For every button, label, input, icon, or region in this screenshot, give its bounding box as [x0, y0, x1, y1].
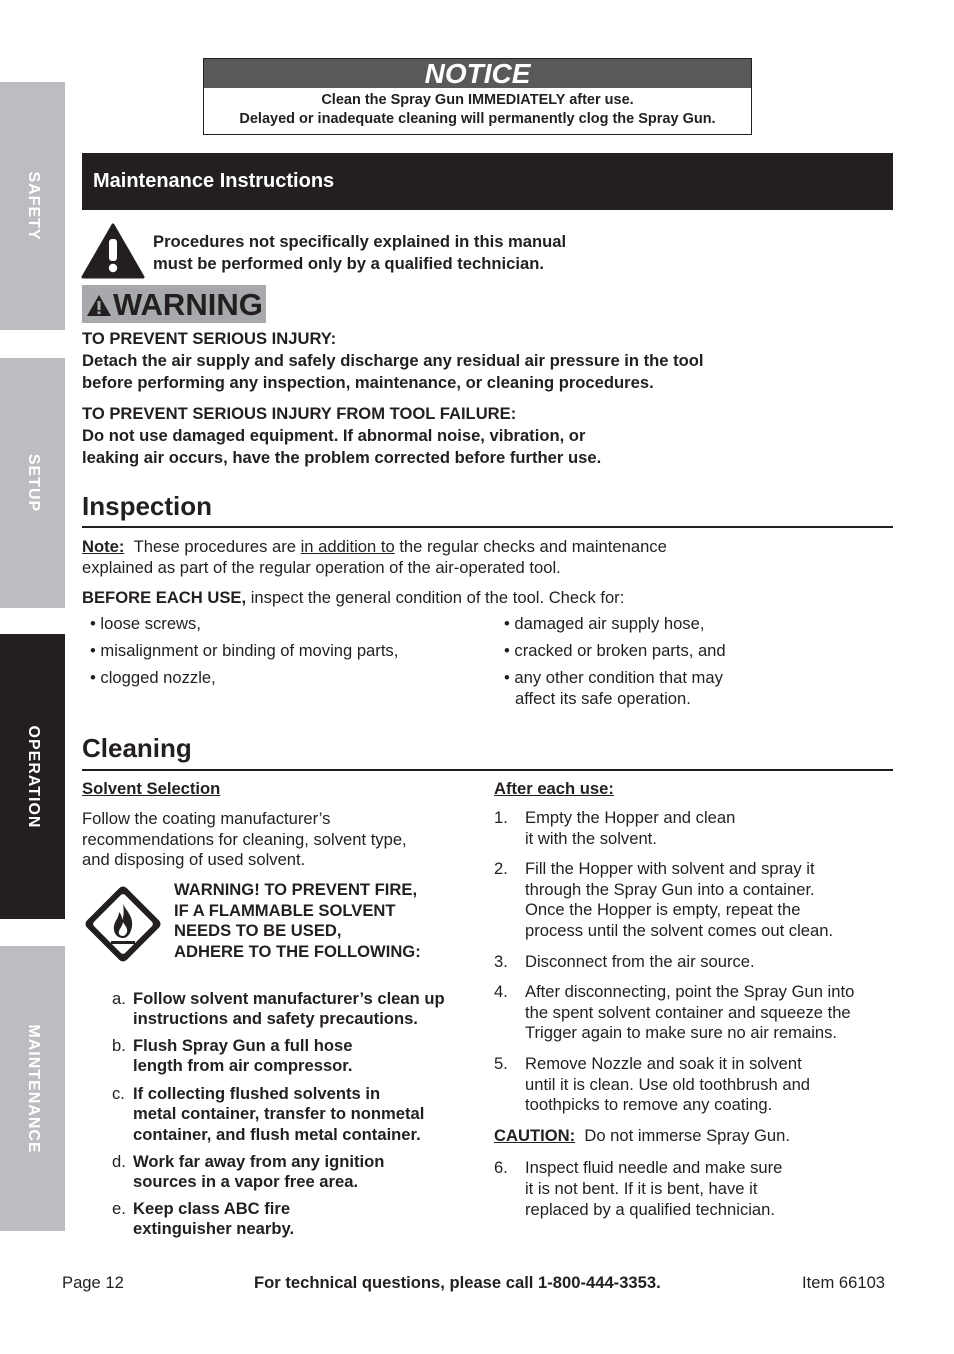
fire-precaution-item: [112, 1036, 482, 1078]
technician-caution-line: must be performed only by a qualified technician.: [153, 254, 544, 273]
item-letter: c.: [112, 1084, 125, 1103]
item-text: container, and flush metal container.: [133, 1125, 421, 1144]
solvent-selection-heading: Solvent Selection: [82, 779, 221, 798]
step-text: After disconnecting, point the Spray Gun into: [525, 982, 855, 1001]
step-text: Trigger again to make sure no air remains.: [525, 1023, 838, 1042]
item-text: extinguisher nearby.: [133, 1219, 295, 1238]
warning-text: leaking air occurs, have the problem corrected before further use.: [82, 448, 602, 467]
step-text: Once the Hopper is empty, repeat the: [525, 900, 801, 919]
item-letter: d.: [112, 1152, 126, 1171]
side-tab-setup[interactable]: [0, 358, 65, 608]
fire-precaution-item: [112, 989, 482, 1031]
fire-precaution-item: [112, 1199, 482, 1241]
step-text: Empty the Hopper and clean: [525, 808, 736, 827]
item-text: length from air compressor.: [133, 1056, 353, 1075]
side-tab-label: OPERATION: [24, 725, 42, 828]
step-text: Inspect fluid needle and make sure: [525, 1158, 783, 1177]
cleaning-step: [494, 1054, 894, 1116]
inspection-note-line: explained as part of the regular operation of the air-operated tool.: [82, 558, 561, 577]
caution-label: CAUTION:: [494, 1126, 576, 1145]
section-divider: [82, 769, 893, 771]
fire-warning-text: WARNING! TO PREVENT FIRE,: [174, 880, 418, 899]
solvent-text: and disposing of used solvent.: [82, 850, 306, 869]
note-text: the regular checks and maintenance: [394, 537, 667, 556]
caution-note: [494, 1125, 790, 1147]
step-text: replaced by a qualified technician.: [525, 1200, 775, 1219]
check-item: • damaged air supply hose,: [504, 614, 705, 633]
before-each-use-label: BEFORE EACH USE,: [82, 588, 247, 607]
warning-title: TO PREVENT SERIOUS INJURY:: [82, 329, 337, 348]
maintenance-instructions-header: Maintenance Instructions: [82, 153, 893, 210]
fire-warning-text: ADHERE TO THE FOLLOWING:: [174, 942, 421, 961]
caution-triangle-icon: [81, 223, 145, 279]
warning-badge: [82, 285, 266, 323]
item-text: Follow solvent manufacturer’s clean up: [133, 989, 445, 1008]
item-text: instructions and safety precautions.: [133, 1009, 418, 1028]
cleaning-step: [494, 952, 894, 974]
check-item-text: clogged nozzle,: [100, 668, 216, 687]
cleaning-step: [494, 859, 894, 943]
item-text: Keep class ABC fire: [133, 1199, 291, 1218]
item-number: Item 66103: [802, 1273, 886, 1292]
side-tab-safety[interactable]: [0, 82, 65, 330]
check-item: • misalignment or binding of moving parts,: [90, 641, 399, 660]
check-item-text: damaged air supply hose,: [514, 614, 705, 633]
check-item-text: cracked or broken parts, and: [514, 641, 726, 660]
fire-warning-text: NEEDS TO BE USED,: [174, 921, 342, 940]
cleaning-heading: Cleaning: [82, 733, 192, 763]
step-number: 3.: [494, 952, 508, 971]
section-divider: [82, 526, 893, 528]
step-text: toothpicks to remove any coating.: [525, 1095, 773, 1114]
item-letter: e.: [112, 1199, 126, 1218]
step-text: Fill the Hopper with solvent and spray it: [525, 859, 815, 878]
step-number: 1.: [494, 808, 508, 827]
warning-text: Do not use damaged equipment. If abnormal noise, vibration, or: [82, 426, 586, 445]
inspection-heading: Inspection: [82, 491, 213, 521]
fire-precaution-item: [112, 1152, 482, 1194]
item-letter: a.: [112, 989, 126, 1008]
warning-title: TO PREVENT SERIOUS INJURY FROM TOOL FAILURE:: [82, 404, 517, 423]
step-number: 2.: [494, 859, 508, 878]
warning-triangle-icon: [86, 294, 112, 317]
step-text: process until the solvent comes out clean.: [525, 921, 834, 940]
cleaning-step: [494, 1158, 894, 1220]
step-text: the spent solvent container and squeeze the: [525, 1003, 851, 1022]
check-item-text: any other condition that may: [514, 668, 723, 687]
cleaning-step: [494, 982, 894, 1044]
side-tab-label: SAFETY: [24, 171, 42, 241]
step-number: 5.: [494, 1054, 508, 1073]
note-label: Note:: [82, 537, 125, 556]
note-underlined-text: in addition to: [300, 537, 395, 556]
side-tab-operation[interactable]: [0, 634, 65, 919]
side-tab-maintenance[interactable]: [0, 946, 65, 1231]
fire-warning-text: IF A FLAMMABLE SOLVENT: [174, 901, 396, 920]
warning-text: before performing any inspection, maintenance, or cleaning procedures.: [82, 373, 654, 392]
step-text: until it is clean. Use old toothbrush and: [525, 1075, 811, 1094]
check-item: • any other condition that may: [504, 668, 723, 687]
item-text: If collecting flushed solvents in: [133, 1084, 381, 1103]
item-text: metal container, transfer to nonmetal: [133, 1104, 425, 1123]
before-each-use: [82, 587, 624, 609]
check-item-text: loose screws,: [100, 614, 201, 633]
notice-box: [203, 58, 752, 135]
item-text: sources in a vapor free area.: [133, 1172, 359, 1191]
notice-line: Delayed or inadequate cleaning will permanently clog the Spray Gun.: [239, 111, 716, 127]
solvent-text: Follow the coating manufacturer’s: [82, 809, 331, 828]
check-item: • clogged nozzle,: [90, 668, 216, 687]
inspection-note: [82, 536, 667, 558]
fire-precaution-item: [112, 1084, 482, 1146]
page-number: Page 12: [62, 1273, 124, 1292]
item-text: Work far away from any ignition: [133, 1152, 385, 1171]
check-item: • cracked or broken parts, and: [504, 641, 726, 660]
side-tab-label: SETUP: [24, 453, 42, 513]
notice-line: Clean the Spray Gun IMMEDIATELY after use.: [321, 92, 634, 108]
notice-title: NOTICE: [204, 59, 751, 88]
solvent-text: recommendations for cleaning, solvent type,: [82, 830, 407, 849]
after-each-use-heading: After each use:: [494, 779, 614, 798]
item-text: Flush Spray Gun a full hose: [133, 1036, 353, 1055]
warning-label: WARNING: [113, 287, 263, 322]
step-text: Remove Nozzle and soak it in solvent: [525, 1054, 802, 1073]
step-text: it is not bent. If it is bent, have it: [525, 1179, 758, 1198]
caution-text: Do not immerse Spray Gun.: [575, 1126, 791, 1145]
warning-text: Detach the air supply and safely discharge any residual air pressure in the tool: [82, 351, 704, 370]
cleaning-step: [494, 808, 894, 850]
before-each-use-text: inspect the general condition of the tool. Check for:: [246, 588, 625, 607]
step-text: Disconnect from the air source.: [525, 952, 755, 971]
technician-caution-line: Procedures not specifically explained in this manual: [153, 232, 567, 251]
contact-line: For technical questions, please call 1-800-444-3353.: [254, 1273, 661, 1292]
item-letter: b.: [112, 1036, 126, 1055]
note-text: These procedures are: [133, 537, 301, 556]
step-text: through the Spray Gun into a container.: [525, 880, 815, 899]
step-number: 6.: [494, 1158, 508, 1177]
check-item-continuation: affect its safe operation.: [515, 689, 691, 708]
check-item: • loose screws,: [90, 614, 201, 633]
side-tab-label: MAINTENANCE: [24, 1023, 42, 1154]
check-item-text: misalignment or binding of moving parts,: [100, 641, 399, 660]
flammable-icon: [81, 882, 165, 966]
step-text: it with the solvent.: [525, 829, 657, 848]
step-number: 4.: [494, 982, 508, 1001]
